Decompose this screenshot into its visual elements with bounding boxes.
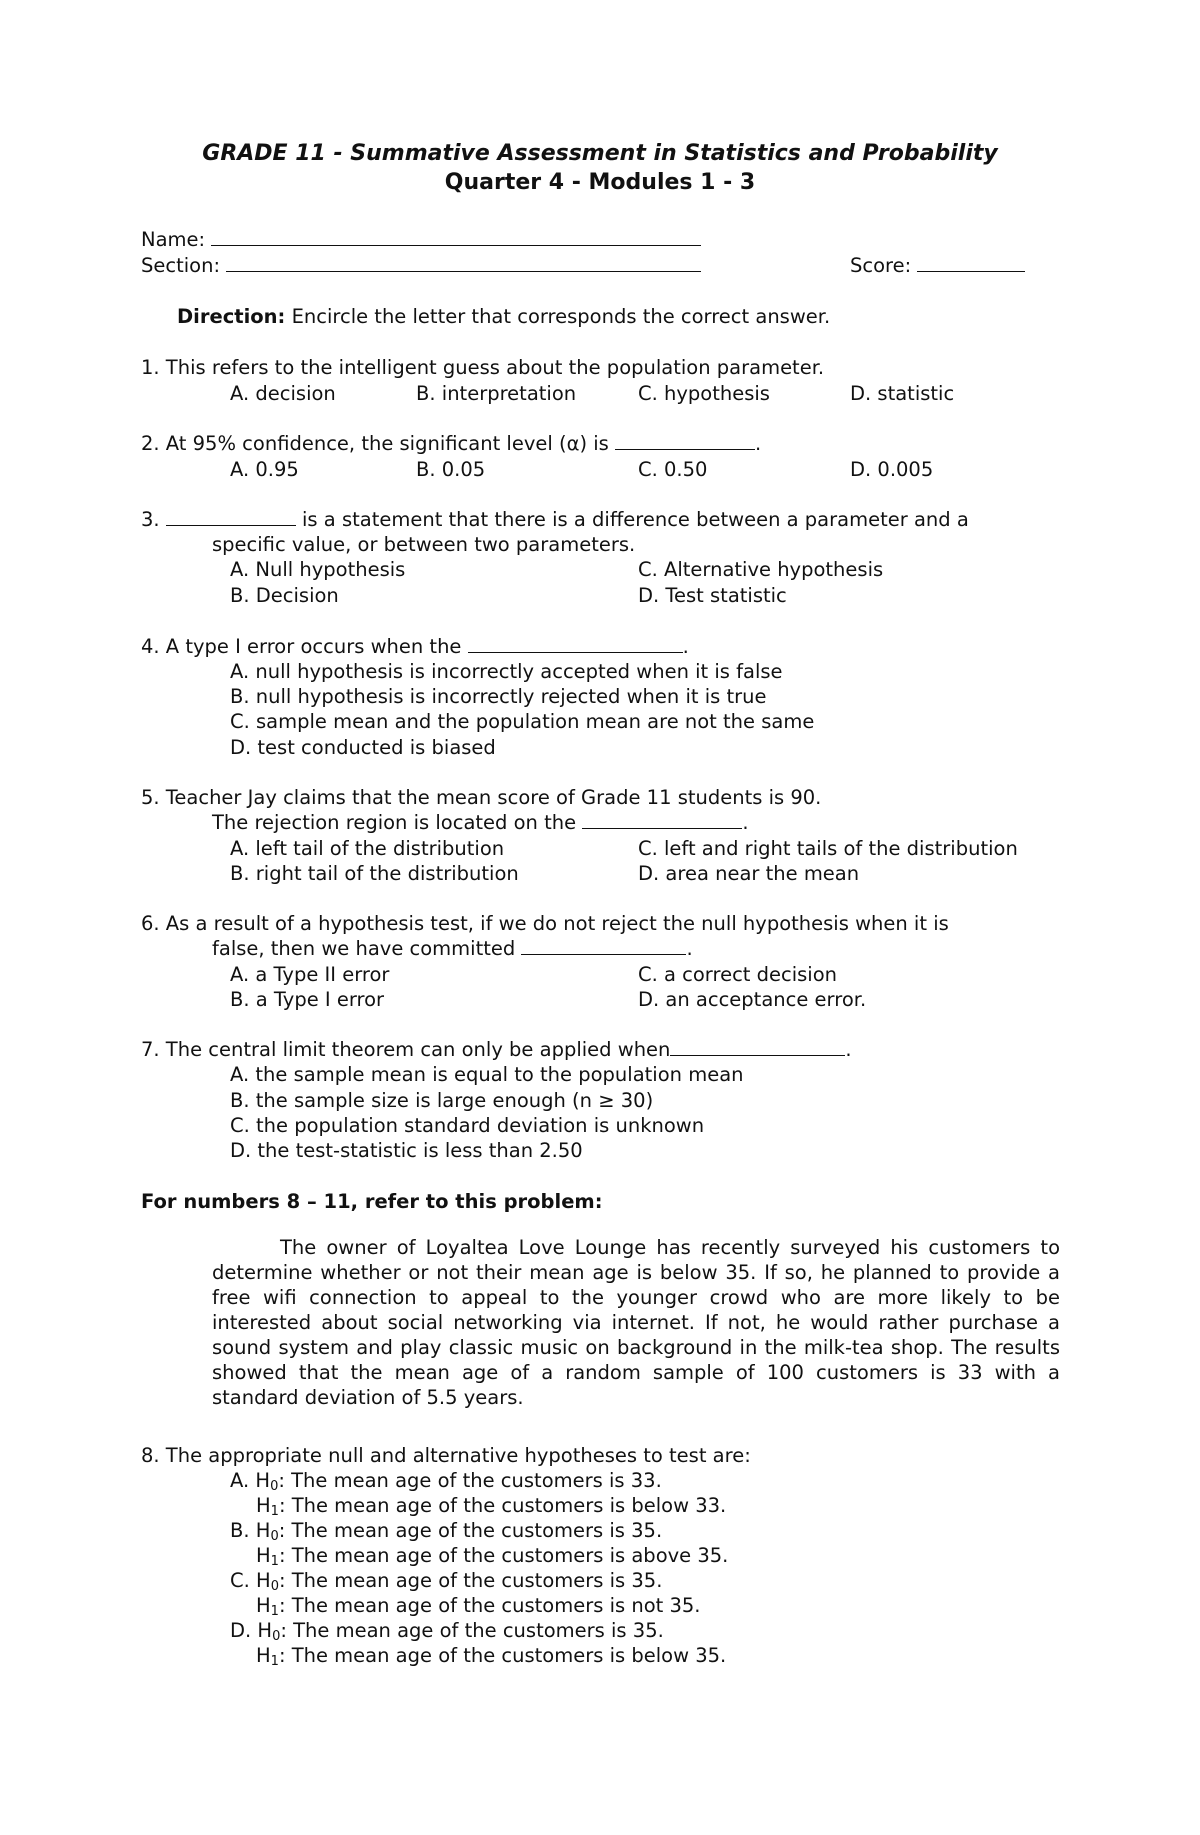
q8-b-null: : The mean age of the customers is 35.	[278, 1519, 663, 1542]
q3-option-b[interactable]: B. Decision	[230, 584, 339, 607]
h-symbol: H	[256, 1644, 271, 1667]
h-symbol: H	[256, 1494, 271, 1517]
q2-answer-blank	[615, 431, 755, 450]
q3-answer-blank	[166, 507, 296, 526]
subscript-0: 0	[272, 1629, 281, 1644]
name-row	[141, 227, 701, 252]
q2-option-d[interactable]: D. 0.005	[850, 458, 934, 481]
q8-option-a[interactable]	[230, 1468, 662, 1493]
q4-answer-blank	[468, 634, 683, 653]
q7-answer-blank	[670, 1037, 845, 1056]
subscript-0: 0	[270, 1579, 279, 1594]
q2-stem-text: 2. At 95% confidence, the significant level (α) is	[141, 432, 609, 455]
q8-option-a-letter: A.	[230, 1469, 250, 1492]
score-label: Score:	[850, 254, 912, 277]
q7-option-b[interactable]: B. the sample size is large enough (n ≥ 30)	[230, 1089, 654, 1112]
q2-option-b[interactable]: B. 0.05	[416, 458, 486, 481]
problem-heading: For numbers 8 – 11, refer to this problem:	[141, 1190, 603, 1213]
q8-option-d-letter: D.	[230, 1619, 252, 1642]
q2-option-c[interactable]: C. 0.50	[638, 458, 708, 481]
q5-option-b[interactable]: B. right tail of the distribution	[230, 862, 519, 885]
h-symbol: H	[256, 1569, 271, 1592]
q2-stem-end: .	[755, 432, 762, 455]
h-symbol: H	[255, 1469, 271, 1492]
q6-stem-end: .	[686, 937, 693, 960]
q8-option-b-alt	[256, 1543, 728, 1568]
q3-stem-continued: specific value, or between two parameters.	[212, 533, 636, 556]
q8-option-c[interactable]	[230, 1568, 662, 1593]
q8-a-null: : The mean age of the customers is 33.	[278, 1469, 662, 1492]
q7-option-c[interactable]: C. the population standard deviation is unknown	[230, 1114, 705, 1137]
h-symbol: H	[256, 1544, 271, 1567]
subscript-1: 1	[270, 1504, 279, 1519]
question-4-stem	[141, 634, 689, 659]
question-6-stem-continued	[212, 936, 693, 961]
problem-paragraph	[212, 1235, 1060, 1410]
q7-stem-end: .	[845, 1038, 852, 1061]
q6-stem-text: false, then we have committed	[212, 937, 516, 960]
q4-stem-end: .	[682, 635, 689, 658]
name-field[interactable]	[211, 227, 701, 246]
q6-option-d[interactable]: D. an acceptance error.	[638, 988, 867, 1011]
subscript-1: 1	[270, 1604, 279, 1619]
q1-option-d[interactable]: D. statistic	[850, 382, 955, 405]
question-1-stem: 1. This refers to the intelligent guess about the population parameter.	[141, 356, 825, 379]
direction-label: Direction:	[177, 305, 286, 328]
subscript-1: 1	[270, 1654, 279, 1669]
q3-option-a[interactable]: A. Null hypothesis	[230, 558, 406, 581]
section-label: Section:	[141, 254, 221, 277]
q3-number: 3.	[141, 508, 160, 531]
score-field[interactable]	[917, 253, 1025, 272]
q8-option-d-alt	[256, 1643, 726, 1668]
question-5-stem: 5. Teacher Jay claims that the mean score of Grade 11 students is 90.	[141, 786, 822, 809]
page-subtitle: Quarter 4 - Modules 1 - 3	[444, 170, 756, 195]
direction-text: Encircle the letter that corresponds the correct answer.	[291, 305, 831, 328]
question-8-stem: 8. The appropriate null and alternative hypotheses to test are:	[141, 1444, 751, 1467]
q8-d-alternative: : The mean age of the customers is below 35.	[278, 1644, 727, 1667]
question-3-stem	[141, 507, 969, 532]
q6-option-c[interactable]: C. a correct decision	[638, 963, 838, 986]
q8-option-a-alt	[256, 1493, 726, 1518]
q3-stem-text: is a statement that there is a difference between a parameter and a	[302, 508, 969, 531]
q8-option-b[interactable]	[230, 1518, 662, 1543]
subscript-0: 0	[270, 1479, 279, 1494]
subscript-0: 0	[270, 1529, 279, 1544]
q4-option-a[interactable]: A. null hypothesis is incorrectly accepted when it is false	[230, 660, 783, 683]
q8-option-c-alt	[256, 1593, 701, 1618]
page-title: GRADE 11 - Summative Assessment in Statistics and Probability	[202, 141, 998, 166]
question-6-stem: 6. As a result of a hypothesis test, if we do not reject the null hypothesis when it is	[141, 912, 949, 935]
q6-option-a[interactable]: A. a Type II error	[230, 963, 390, 986]
q5-option-c[interactable]: C. left and right tails of the distribution	[638, 837, 1018, 860]
q1-option-c[interactable]: C. hypothesis	[638, 382, 770, 405]
question-7-stem	[141, 1037, 852, 1062]
q8-a-alternative: : The mean age of the customers is below 33.	[278, 1494, 727, 1517]
q5-option-a[interactable]: A. left tail of the distribution	[230, 837, 505, 860]
q4-option-d[interactable]: D. test conducted is biased	[230, 736, 496, 759]
q8-b-alternative: : The mean age of the customers is above 35.	[278, 1544, 729, 1567]
q8-c-null: : The mean age of the customers is 35.	[278, 1569, 663, 1592]
h-symbol: H	[256, 1594, 271, 1617]
q8-d-null: : The mean age of the customers is 35.	[280, 1619, 664, 1642]
h-symbol: H	[255, 1519, 271, 1542]
question-5-stem-continued	[212, 810, 749, 835]
score-row	[850, 253, 1025, 278]
q6-answer-blank	[521, 936, 686, 955]
question-2-stem	[141, 431, 761, 456]
q3-option-d[interactable]: D. Test statistic	[638, 584, 787, 607]
q5-stem-end: .	[742, 811, 749, 834]
subscript-1: 1	[270, 1554, 279, 1569]
q2-option-a[interactable]: A. 0.95	[230, 458, 299, 481]
q4-option-c[interactable]: C. sample mean and the population mean are not the same	[230, 710, 815, 733]
q5-stem-text: The rejection region is located on the	[212, 811, 577, 834]
section-field[interactable]	[226, 253, 701, 272]
section-row	[141, 253, 701, 278]
problem-text: The owner of Loyaltea Love Lounge has recently surveyed his customers to determine whether or not their mean age is below 35. If so, he planned to provide a free wifi connection to appeal to the younger crowd who are more likely to be interested about social networking via internet. If not, he would rather purchase a sound system and play classic music on background in the milk-tea shop. The results showed that the mean age of a random sample of 100 customers is 33 with a standard deviation of 5.5 years.	[212, 1236, 1060, 1409]
q8-option-c-letter: C.	[230, 1569, 250, 1592]
q8-option-d[interactable]	[230, 1618, 664, 1643]
direction	[177, 304, 830, 329]
q4-stem-text: 4. A type I error occurs when the	[141, 635, 462, 658]
q7-option-a[interactable]: A. the sample mean is equal to the population mean	[230, 1063, 744, 1086]
q4-option-b[interactable]: B. null hypothesis is incorrectly rejected when it is true	[230, 685, 767, 708]
name-label: Name:	[141, 228, 206, 251]
q1-option-b[interactable]: B. interpretation	[416, 382, 577, 405]
q1-option-a[interactable]: A. decision	[230, 382, 336, 405]
q7-stem-text: 7. The central limit theorem can only be applied when	[141, 1038, 671, 1061]
q5-answer-blank	[582, 810, 742, 829]
q8-c-alternative: : The mean age of the customers is not 35.	[278, 1594, 701, 1617]
q5-option-d[interactable]: D. area near the mean	[638, 862, 860, 885]
q7-option-d[interactable]: D. the test-statistic is less than 2.50	[230, 1139, 583, 1162]
h-symbol: H	[257, 1619, 273, 1642]
q6-option-b[interactable]: B. a Type I error	[230, 988, 385, 1011]
q8-option-b-letter: B.	[230, 1519, 250, 1542]
q3-option-c[interactable]: C. Alternative hypothesis	[638, 558, 884, 581]
